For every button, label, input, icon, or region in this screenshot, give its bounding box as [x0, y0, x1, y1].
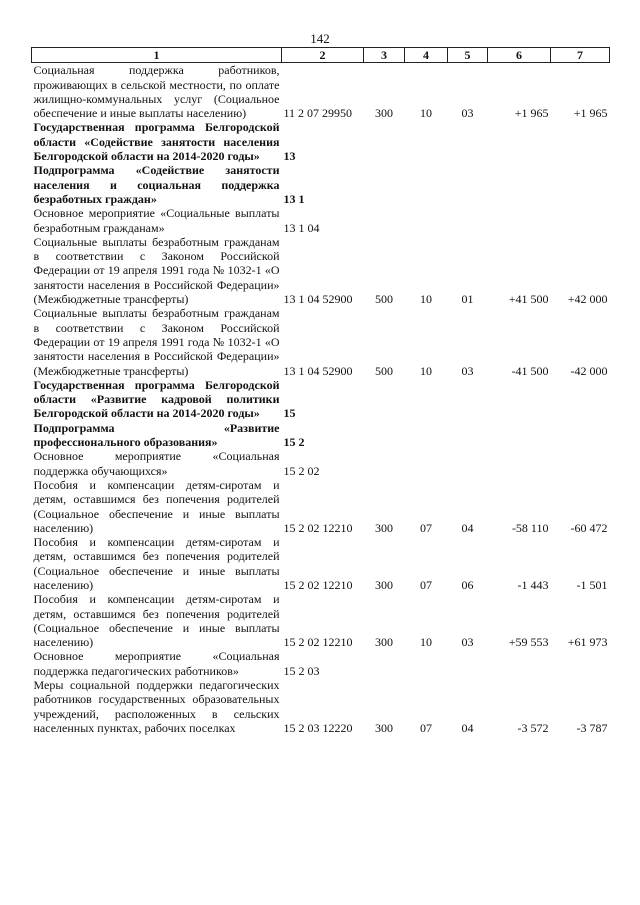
row-code: 13 1	[283, 191, 305, 206]
row-subsection: 01	[461, 292, 474, 307]
row-amount-2	[551, 163, 610, 206]
row-subsection	[448, 649, 488, 678]
row-amount-2: -60 472	[570, 520, 608, 535]
table-row	[32, 478, 610, 535]
row-name: Государственная программа Белгородской области «Развитие кадровой политики Белгородской области на 2014-2020 годы»	[33, 377, 280, 421]
row-expense-type: 500	[375, 363, 393, 378]
row-amount-1: +41 500	[508, 292, 549, 307]
row-subsection	[448, 449, 488, 478]
row-code: 11 2 07 29950	[283, 106, 353, 121]
row-section	[405, 649, 448, 678]
row-subsection	[448, 120, 488, 163]
row-section: 07	[420, 577, 432, 592]
row-expense-type: 300	[375, 635, 393, 650]
table-row	[32, 378, 610, 421]
row-expense-type	[364, 120, 405, 163]
row-name: Пособия и компенсации детям-сиротам и детям, оставшимся без попечения родителей (Социальное обеспечение и иные выплаты населению)	[33, 477, 280, 535]
row-name: Основное мероприятие «Социальные выплаты безработным гражданам»	[33, 206, 280, 235]
table-row	[32, 592, 610, 649]
row-section: 10	[420, 363, 432, 378]
row-code: 13 1 04	[283, 220, 320, 235]
row-name: Социальная поддержка работников, проживающих в сельской местности, по оплате жилищно-коммунальных услуг (Социальное обеспечение и иные выплаты населению)	[33, 63, 280, 121]
row-amount-1	[488, 163, 551, 206]
table-row	[32, 63, 610, 121]
row-amount-1	[488, 120, 551, 163]
row-amount-1	[488, 649, 551, 678]
col-header-3: 3	[364, 48, 405, 63]
row-subsection	[448, 378, 488, 421]
row-expense-type	[364, 649, 405, 678]
row-amount-2	[551, 449, 610, 478]
row-amount-2	[551, 120, 610, 163]
row-expense-type	[364, 449, 405, 478]
col-header-1: 1	[32, 48, 282, 63]
row-amount-2	[551, 649, 610, 678]
table-header-row	[32, 48, 610, 63]
row-subsection: 04	[461, 720, 474, 735]
table-row	[32, 206, 610, 235]
row-expense-type: 300	[375, 577, 393, 592]
row-amount-1: -41 500	[511, 363, 549, 378]
row-amount-1: -58 110	[511, 520, 549, 535]
row-amount-1	[488, 449, 551, 478]
row-expense-type: 300	[375, 106, 393, 121]
row-code: 15 2 02 12210	[283, 635, 353, 650]
row-section: 10	[420, 292, 432, 307]
row-subsection: 04	[461, 520, 474, 535]
row-amount-1	[488, 378, 551, 421]
row-section	[405, 120, 448, 163]
table-row	[32, 235, 610, 306]
row-amount-1	[488, 206, 551, 235]
row-section: 07	[420, 520, 432, 535]
row-amount-2	[551, 378, 610, 421]
row-code: 15 2 03 12220	[283, 720, 353, 735]
row-expense-type	[364, 206, 405, 235]
table-row	[32, 535, 610, 592]
row-section	[405, 163, 448, 206]
table-row	[32, 678, 610, 735]
row-subsection: 03	[461, 635, 474, 650]
row-expense-type: 300	[375, 720, 393, 735]
row-amount-1: -1 443	[517, 577, 549, 592]
row-amount-2: -3 787	[576, 720, 608, 735]
row-name: Государственная программа Белгородской области «Содействие занятости населения Белгородской области на 2014-2020 годы»	[33, 120, 280, 164]
row-amount-1: +1 965	[514, 106, 549, 121]
row-amount-1: -3 572	[517, 720, 549, 735]
row-amount-2: -42 000	[570, 363, 608, 378]
row-amount-2: +1 965	[573, 106, 608, 121]
row-section	[405, 378, 448, 421]
row-subsection: 06	[461, 577, 474, 592]
row-section: 10	[420, 106, 432, 121]
row-code: 13 1 04 52900	[283, 292, 353, 307]
col-header-7: 7	[551, 48, 610, 63]
table-row	[32, 649, 610, 678]
row-name: Подпрограмма «Развитие профессионального образования»	[33, 420, 280, 450]
row-name: Пособия и компенсации детям-сиротам и детям, оставшимся без попечения родителей (Социальное обеспечение и иные выплаты населению)	[33, 592, 280, 650]
row-expense-type	[364, 421, 405, 450]
row-section	[405, 421, 448, 450]
row-code: 15 2	[283, 435, 305, 450]
row-amount-2: -1 501	[576, 577, 608, 592]
row-section: 10	[420, 635, 432, 650]
row-name: Подпрограмма «Содействие занятости населения и социальная поддержка безработных граждан»	[33, 163, 280, 206]
row-subsection: 03	[461, 363, 474, 378]
row-amount-2	[551, 206, 610, 235]
row-amount-1: +59 553	[508, 635, 549, 650]
row-name: Основное мероприятие «Социальная поддержка обучающихся»	[33, 449, 280, 478]
row-subsection: 03	[461, 106, 474, 121]
row-amount-2: +42 000	[567, 292, 608, 307]
budget-table	[31, 47, 610, 735]
row-expense-type: 500	[375, 292, 393, 307]
row-name: Социальные выплаты безработным гражданам в соответствии с Законом Российской Федерации от 19 апреля 1991 года № 1032-1 «О занятости населения в Российской Федерации» (Межбюджетные трансферты)	[33, 306, 280, 378]
row-code: 15 2 03	[283, 663, 320, 678]
row-code: 13 1 04 52900	[283, 363, 353, 378]
table-row	[32, 449, 610, 478]
table-row	[32, 163, 610, 206]
col-header-6: 6	[488, 48, 551, 63]
row-expense-type	[364, 163, 405, 206]
row-section	[405, 449, 448, 478]
row-subsection	[448, 206, 488, 235]
row-expense-type	[364, 378, 405, 421]
row-expense-type: 300	[375, 520, 393, 535]
row-section	[405, 206, 448, 235]
col-header-2: 2	[282, 48, 364, 63]
row-name: Пособия и компенсации детям-сиротам и детям, оставшимся без попечения родителей (Социальное обеспечение и иные выплаты населению)	[33, 535, 280, 592]
row-subsection	[448, 163, 488, 206]
row-subsection	[448, 421, 488, 450]
row-name: Основное мероприятие «Социальная поддержка педагогических работников»	[33, 649, 280, 678]
page-number: 142	[310, 31, 330, 46]
row-amount-2	[551, 421, 610, 450]
col-header-4: 4	[405, 48, 448, 63]
row-name: Социальные выплаты безработным гражданам в соответствии с Законом Российской Федерации от 19 апреля 1991 года № 1032-1 «О занятости населения в Российской Федерации» (Межбюджетные трансферты)	[33, 234, 280, 307]
row-code: 15 2 02 12210	[283, 577, 353, 592]
row-code: 15	[283, 406, 296, 421]
table-row	[32, 306, 610, 377]
row-section: 07	[420, 720, 432, 735]
row-code: 13	[283, 149, 296, 164]
row-amount-1	[488, 421, 551, 450]
row-name: Меры социальной поддержки педагогических работников государственных образовательных учреждений, расположенных в сельских населенных пунктах, рабочих поселках	[33, 678, 280, 735]
table-row	[32, 421, 610, 450]
table-row	[32, 120, 610, 163]
row-code: 15 2 02 12210	[283, 520, 353, 535]
col-header-5: 5	[448, 48, 488, 63]
row-amount-2: +61 973	[567, 635, 608, 650]
row-code: 15 2 02	[283, 463, 320, 478]
